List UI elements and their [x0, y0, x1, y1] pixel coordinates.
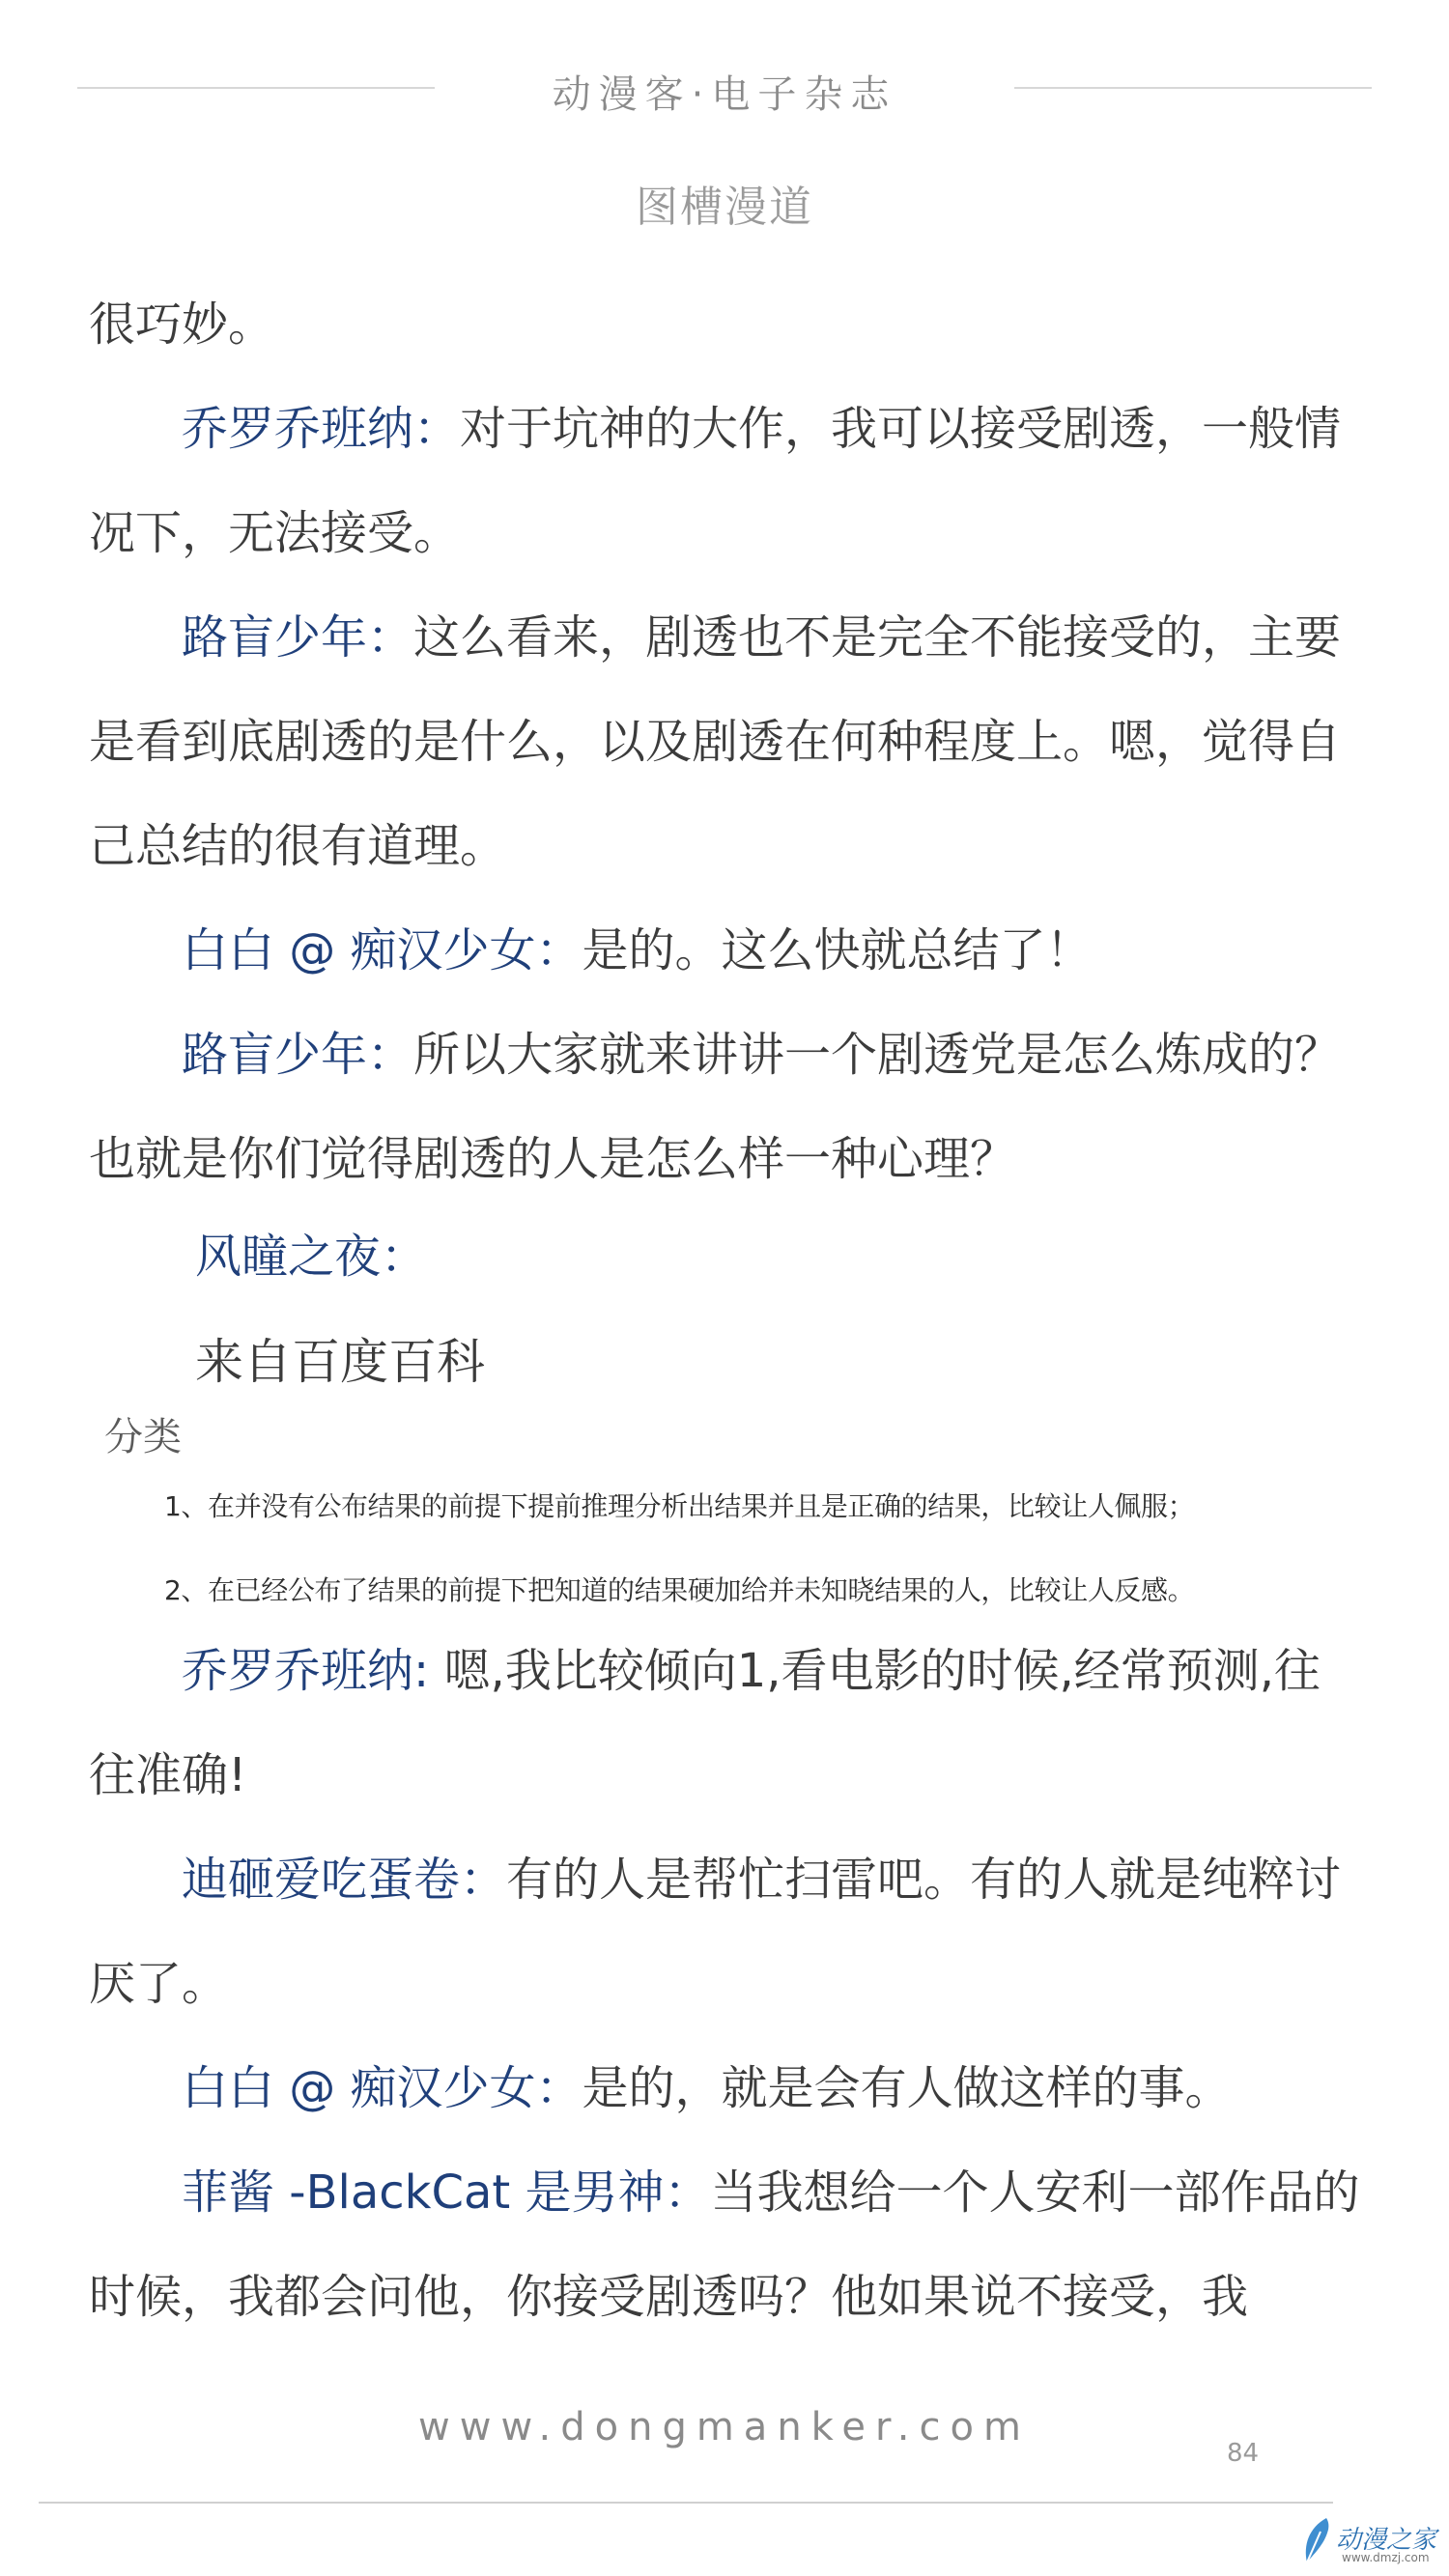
header-divider-left [77, 87, 435, 89]
site-logo-url: www.dmzj.com [1342, 2551, 1430, 2564]
speaker-name: 路盲少年： [182, 610, 414, 665]
aside-speaker-name: 风瞳之夜： [195, 1230, 428, 1284]
article-body-lower [89, 1619, 1364, 2349]
page-number: 84 [1227, 2439, 1260, 2468]
paragraph-text: 当我想给一个人安利一部作品的时候，我都会问他，你接受剧透吗？他如果说不接受，我 [89, 2166, 1360, 2324]
site-logo [1299, 2516, 1444, 2569]
aside-source-note: 来自百度百科 [195, 1334, 485, 1390]
speaker-name: 乔罗乔班纳： [182, 402, 461, 456]
paragraph [89, 2140, 1364, 2349]
speaker-name: 白白 @ 痴汉少女： [182, 2061, 582, 2115]
section-title: 图槽漫道 [636, 183, 813, 232]
paragraph-text: 嗯,我比较倾向1,看电影的时候,经常预测,往往准确! [89, 1644, 1321, 1802]
paragraph [89, 898, 1364, 1003]
paragraph [89, 585, 1364, 898]
speaker-name: 菲酱 -BlackCat 是男神： [182, 2166, 711, 2220]
speaker-name: 乔罗乔班纳: [182, 1644, 430, 1698]
speaker-name: 迪砸爱吃蛋卷： [182, 1853, 507, 1907]
category-item: 1、在并没有公布结果的前提下提前推理分析出结果并且是正确的结果，比较让人佩服； [164, 1490, 1195, 1522]
footer-divider [39, 2502, 1333, 2504]
paragraph [89, 1003, 1364, 1211]
site-logo-name: 动漫之家 [1336, 2526, 1437, 2555]
paragraph [89, 1827, 1364, 2036]
paragraph-text: 这么看来，剧透也不是完全不能接受的，主要是看到底剧透的是什么，以及剧透在何种程度上。嗯，觉得自己总结的很有道理。 [89, 610, 1342, 873]
speaker-name: 白白 @ 痴汉少女： [182, 923, 582, 977]
category-label: 分类 [104, 1415, 182, 1459]
paragraph-text: 是的，就是会有人做这样的事。 [582, 2061, 1232, 2115]
category-item: 2、在已经公布了结果的前提下把知道的结果硬加给并未知晓结果的人，比较让人反感。 [164, 1574, 1195, 1606]
paragraph [89, 1619, 1364, 1827]
header-divider-right [1014, 87, 1372, 89]
speaker-name: 路盲少年： [182, 1028, 414, 1082]
paragraph-text: 有的人是帮忙扫雷吧。有的人就是纯粹讨厌了。 [89, 1853, 1342, 2011]
footer-website-url: www.dongmanker.com [418, 2405, 1031, 2449]
paragraph [89, 2036, 1364, 2140]
paragraph [89, 377, 1364, 585]
magazine-title: 动漫客·电子杂志 [552, 72, 897, 117]
paragraph [89, 272, 1364, 377]
paragraph-text: 所以大家就来讲讲一个剧透党是怎么炼成的？也就是你们觉得剧透的人是怎么样一种心理？ [89, 1028, 1342, 1186]
feather-icon [1299, 2516, 1334, 2566]
article-body-upper [89, 272, 1364, 1211]
paragraph-text: 很巧妙。 [89, 297, 275, 352]
paragraph-text: 对于坑神的大作，我可以接受剧透，一般情况下，无法接受。 [89, 402, 1342, 560]
paragraph-text: 是的。这么快就总结了！ [582, 923, 1093, 977]
